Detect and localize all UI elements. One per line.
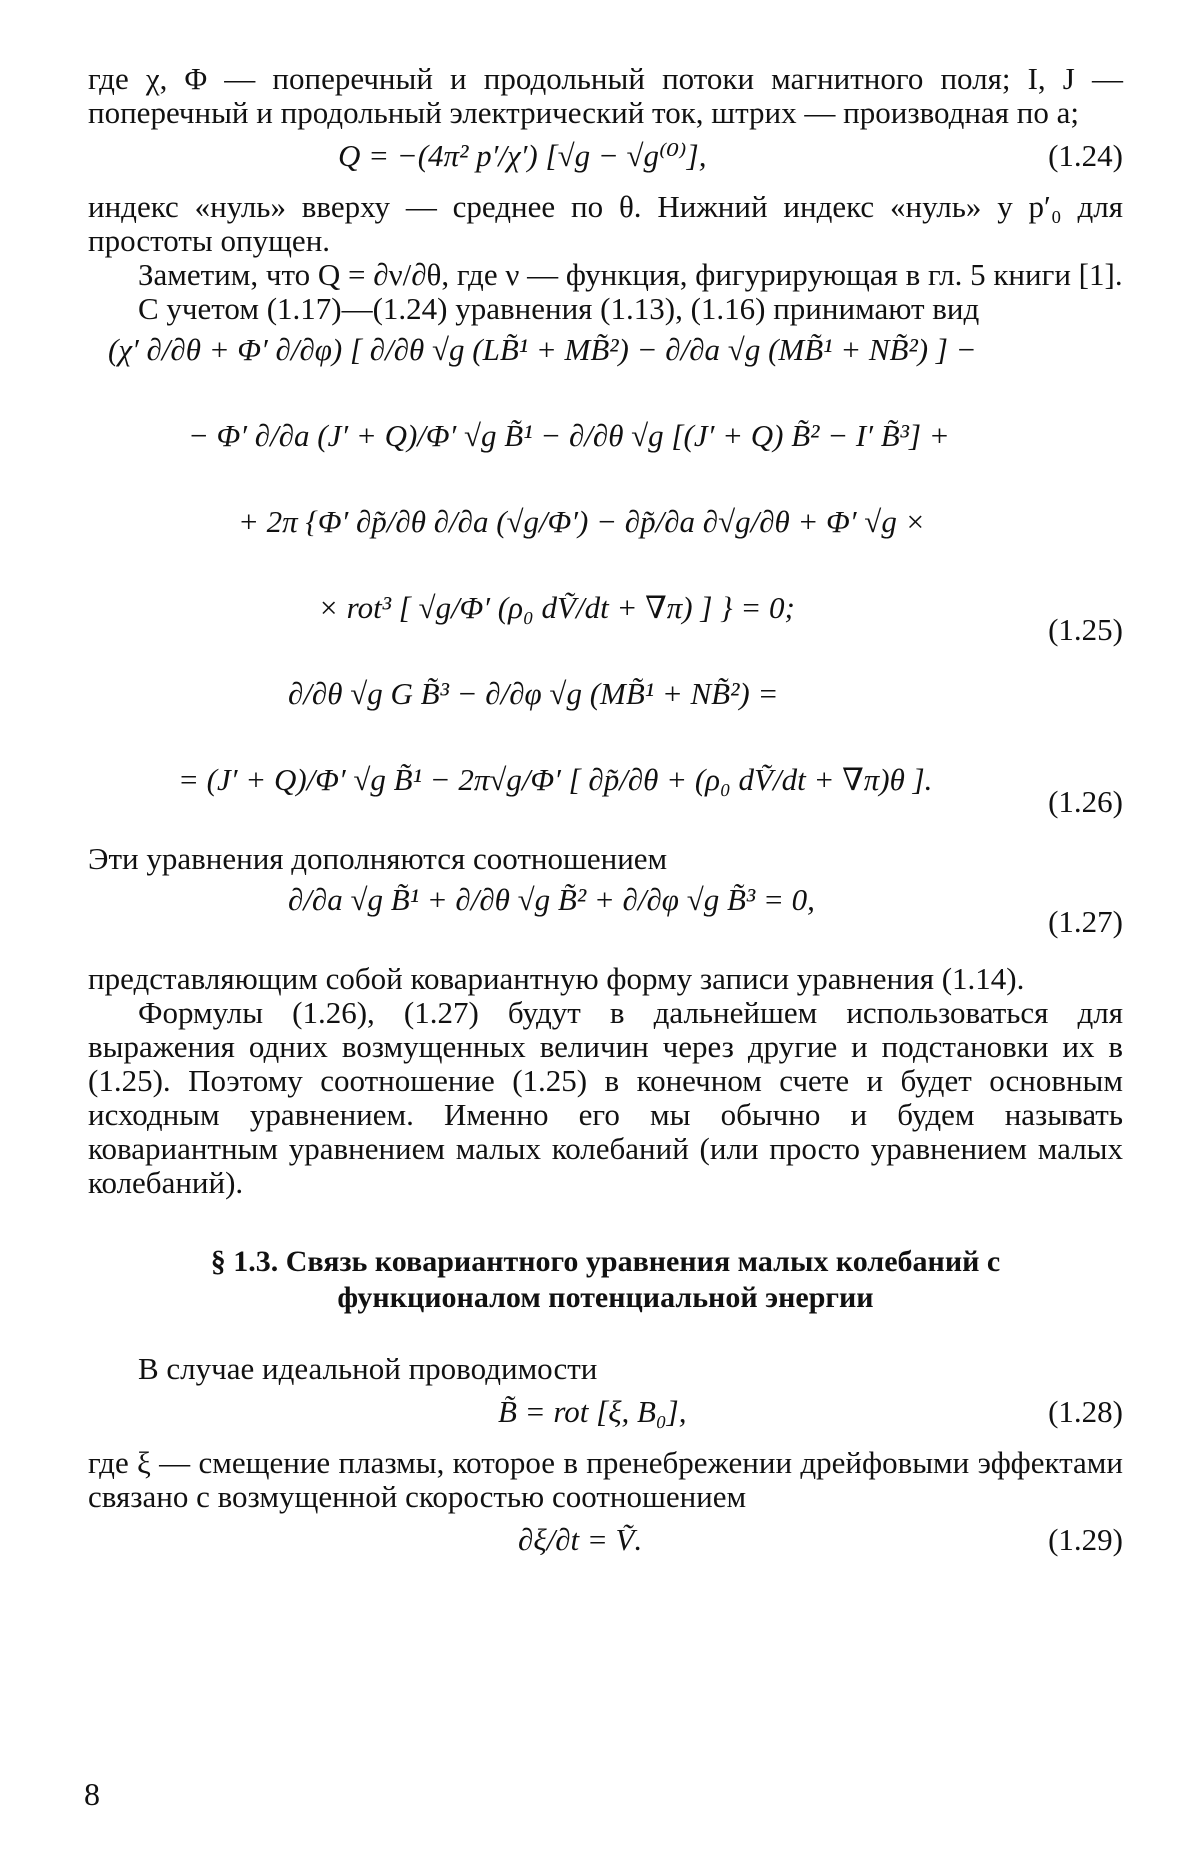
page-number: 8 [84,1776,100,1813]
equation-number: (1.24) [1048,138,1123,174]
paragraph-4: С учетом (1.17)—(1.24) уравнения (1.13), (1.16) принимают вид [88,292,1123,326]
equation-number: (1.28) [1048,1394,1123,1430]
paragraph-3: Заметим, что Q = ∂ν/∂θ, где ν — функция, фигурирующая в гл. 5 книги [1]. [88,258,1123,292]
equation-1-25-line1 [88,326,1123,412]
equation-body: − Φ′ ∂/∂a (J′ + Q)/Φ′ √g B̃¹ − ∂/∂θ √g [(J′ + Q) B̃² − I′ B̃³] + [188,418,950,454]
equation-body: + 2π {Φ′ ∂p̃/∂θ ∂/∂a (√g/Φ′) − ∂p̃/∂a ∂√g/∂θ + Φ′ √g × [238,504,926,540]
section-heading-line1: § 1.3. Связь ковариантного уравнения малых колебаний с [88,1244,1123,1280]
paragraph-6: представляющим собой ковариантную форму записи уравнения (1.14). [88,962,1123,996]
equation-body: ∂ξ/∂t = Ṽ. [518,1522,642,1558]
equation-1-25-line2 [88,412,1123,498]
paragraph-9: где ξ — смещение плазмы, которое в пренебрежении дрейфовыми эффектами связано с возмущенной скоростью соотношением [88,1446,1123,1514]
section-heading [88,1244,1123,1316]
equation-1-27 [88,876,1123,962]
equation-body: ∂/∂a √g B̃¹ + ∂/∂θ √g B̃² + ∂/∂φ √g B̃³ = 0, [288,882,815,918]
equation-1-28 [88,1386,1123,1446]
equation-1-24 [88,130,1123,190]
equation-body: (χ′ ∂/∂θ + Φ′ ∂/∂φ) [ ∂/∂θ √g (LB̃¹ + MB̃²) − ∂/∂a √g (MB̃¹ + NB̃²) ] − [108,332,977,368]
equation-number: (1.26) [1048,784,1123,820]
paragraph-7: Формулы (1.26), (1.27) будут в дальнейшем использоваться для выражения одних возмущенных величин через другие и подстановки их в (1.25). Поэтому соотношение (1.25) в конечном счете и будет основным исходным уравнением. Именно его мы обычно и будем называть ковариантным уравнением малых колебаний (или просто уравнением малых колебаний). [88,996,1123,1200]
paragraph-5: Эти уравнения дополняются соотношением [88,842,1123,876]
equation-body: Q = −(4π² p′/χ′) [√g − √g⁽⁰⁾], [338,138,707,174]
page-content [88,62,1123,1574]
equation-1-25-line3 [88,498,1123,584]
equation-body: ∂/∂θ √g G B̃³ − ∂/∂φ √g (MB̃¹ + NB̃²) = [288,676,778,712]
paragraph-2: индекс «нуль» вверху — среднее по θ. Нижний индекс «нуль» у p′₀ для простоты опущен. [88,190,1123,258]
equation-1-26-line2 [88,756,1123,842]
equation-1-29 [88,1514,1123,1574]
equation-body: × rot³ [ √g/Φ′ (ρ₀ dṼ/dt + ∇π) ] } = 0; [318,590,795,626]
paragraph-1: где χ, Φ — поперечный и продольный потоки магнитного поля; I, J — поперечный и продольный электрический ток, штрих — производная по a; [88,62,1123,130]
paragraph-8: В случае идеальной проводимости [88,1352,1123,1386]
equation-1-26-line1 [88,670,1123,756]
equation-body: = (J′ + Q)/Φ′ √g B̃¹ − 2π√g/Φ′ [ ∂p̃/∂θ + (ρ₀ dṼ/dt + ∇π)θ ]. [178,762,932,798]
equation-number: (1.25) [1048,612,1123,648]
equation-number: (1.27) [1048,904,1123,940]
equation-1-25-line4 [88,584,1123,670]
equation-number: (1.29) [1048,1522,1123,1558]
section-heading-line2: функционалом потенциальной энергии [88,1280,1123,1316]
equation-body: B̃ = rot [ξ, B₀], [498,1394,687,1430]
